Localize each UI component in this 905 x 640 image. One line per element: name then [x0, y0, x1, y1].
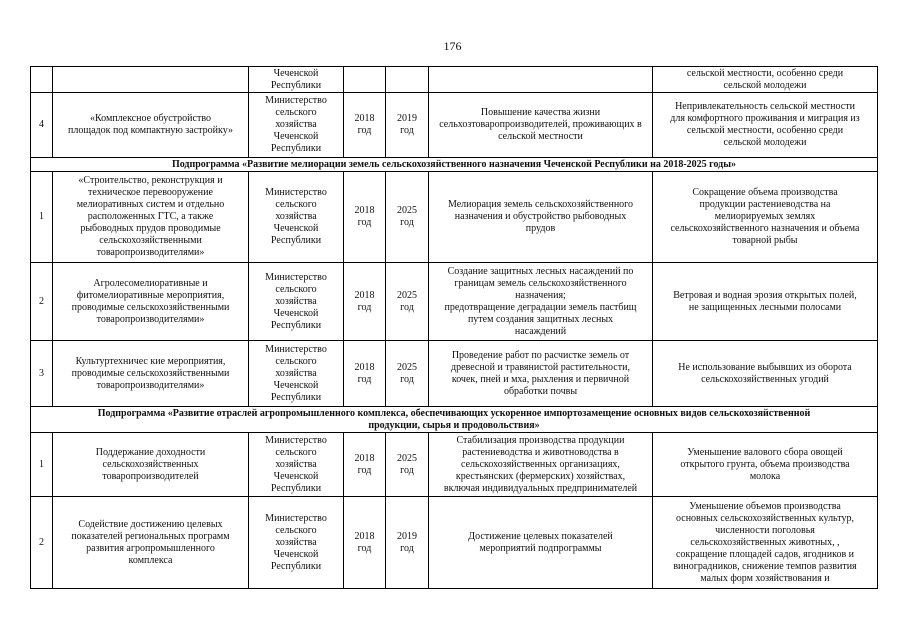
consequence-cell: сельской местности, особенно среди сельской молодежи [653, 67, 878, 93]
activity-name-cell: Содействие достижению целевых показателей региональных программ развития агропромышленного комплекса [53, 497, 249, 589]
executor-cell: Министерство сельского хозяйства Чеченской Республики [249, 497, 344, 589]
table-row [31, 172, 878, 263]
consequence-cell: Сокращение объема производства продукции растениеводства на мелиорируемых землях сельскохозяйственного назначения и объема товарной рыбы [653, 172, 878, 263]
table-row [31, 93, 878, 158]
expected-result-cell: Достижение целевых показателей мероприятий подпрограммы [429, 497, 653, 589]
expected-result-cell [429, 67, 653, 93]
subprogram-header-row [31, 158, 878, 172]
row-number-cell: 3 [31, 341, 53, 407]
activity-name-cell: Поддержание доходности сельскохозяйственных товаропроизводителей [53, 433, 249, 497]
activity-name-cell [53, 67, 249, 93]
row-number-cell: 1 [31, 172, 53, 263]
end-year-cell: 2025 год [386, 341, 429, 407]
end-year-cell [386, 67, 429, 93]
end-year-cell: 2019 год [386, 497, 429, 589]
executor-cell: Министерство сельского хозяйства Чеченской Республики [249, 263, 344, 341]
table-row [31, 497, 878, 589]
start-year-cell: 2018 год [344, 433, 386, 497]
executor-cell: Министерство сельского хозяйства Чеченской Республики [249, 341, 344, 407]
start-year-cell: 2018 год [344, 341, 386, 407]
activity-name-cell: Агролесомелиоративные и фитомелиоративные мероприятия, проводимые сельскохозяйственными товаропроизводителями» [53, 263, 249, 341]
row-number-cell [31, 67, 53, 93]
row-number-cell: 4 [31, 93, 53, 158]
subprogram-title: Подпрограмма «Развитие мелиорации земель сельскохозяйственного назначения Чеченской Республики на 2018-2025 годы» [31, 158, 878, 172]
start-year-cell: 2018 год [344, 172, 386, 263]
end-year-cell: 2025 год [386, 433, 429, 497]
start-year-cell: 2018 год [344, 263, 386, 341]
executor-cell: Министерство сельского хозяйства Чеченской Республики [249, 93, 344, 158]
activity-name-cell: «Строительство, реконструкция и техническое перевооружение мелиоративных систем и отдельно расположенных ГТС, а также рыбоводных прудов проводимые сельскохозяйственными товаропроизводителями» [53, 172, 249, 263]
expected-result-cell: Стабилизация производства продукции растениеводства и животноводства в сельскохозяйственных организациях, крестьянских (фермерских) хозяйствах, включая индивидуальных предпринимателей [429, 433, 653, 497]
expected-result-cell: Проведение работ по расчистке земель от древесной и травянистой растительности, кочек, пней и мха, рыхления и первичной обработки почвы [429, 341, 653, 407]
executor-cell: Министерство сельского хозяйства Чеченской Республики [249, 172, 344, 263]
activity-name-cell: Культуртехничес кие мероприятия, проводимые сельскохозяйственными товаропроизводителями» [53, 341, 249, 407]
consequence-cell: Не использование выбывших из оборота сельскохозяйственных угодий [653, 341, 878, 407]
end-year-cell: 2019 год [386, 93, 429, 158]
executor-cell: Министерство сельского хозяйства Чеченской Республики [249, 433, 344, 497]
consequence-cell: Уменьшение валового сбора овощей открытого грунта, объема производства молока [653, 433, 878, 497]
row-number-cell: 2 [31, 263, 53, 341]
table-row [31, 263, 878, 341]
activity-name-cell: «Комплексное обустройство площадок под компактную застройку» [53, 93, 249, 158]
consequence-cell: Ветровая и водная эрозия открытых полей, не защищенных лесными полосами [653, 263, 878, 341]
executor-cell: Чеченской Республики [249, 67, 344, 93]
subprogram-title: Подпрограмма «Развитие отраслей агропромышленного комплекса, обеспечивающих ускоренное импортозамещение основных видов сельскохозяйственной продукции, сырья и продовольствия» [31, 407, 878, 433]
table-row [31, 433, 878, 497]
end-year-cell: 2025 год [386, 263, 429, 341]
start-year-cell: 2018 год [344, 497, 386, 589]
consequence-cell: Уменьшение объемов производства основных сельскохозяйственных культур, численности поголовья сельскохозяйственных животных, , сокращение площадей садов, ягодников и виноградников, снижение темпов развития малых форм хозяйствования и [653, 497, 878, 589]
page-number: 176 [443, 39, 462, 53]
end-year-cell: 2025 год [386, 172, 429, 263]
expected-result-cell: Создание защитных лесных насаждений по границам земель сельскохозяйственного назначения; предотвращение деградации земель пастбищ путем создания защитных лесных насаждений [429, 263, 653, 341]
row-number-cell: 1 [31, 433, 53, 497]
expected-result-cell: Мелиорация земель сельскохозяйственного назначения и обустройство рыбоводных прудов [429, 172, 653, 263]
start-year-cell: 2018 год [344, 93, 386, 158]
start-year-cell [344, 67, 386, 93]
subprogram-header-row [31, 407, 878, 433]
table-row [31, 341, 878, 407]
table-row [31, 67, 878, 93]
activities-table [30, 66, 878, 589]
expected-result-cell: Повышение качества жизни сельхозтоваропроизводителей, проживающих в сельской местности [429, 93, 653, 158]
consequence-cell: Непривлекательность сельской местности для комфортного проживания и миграция из сельской местности, особенно среди сельской молодежи [653, 93, 878, 158]
row-number-cell: 2 [31, 497, 53, 589]
